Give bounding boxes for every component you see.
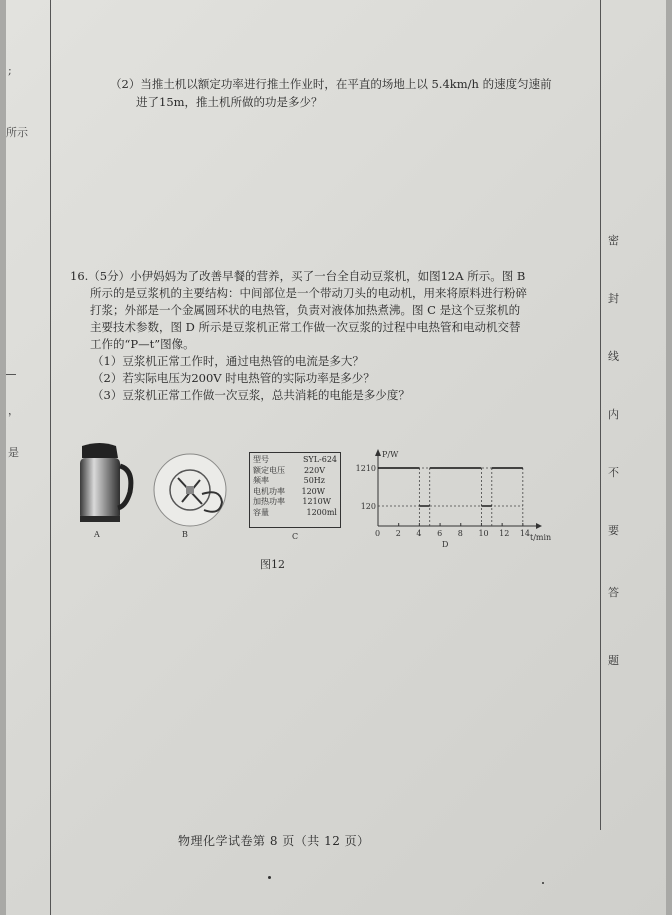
spec-row (253, 476, 337, 487)
q16-line: 所示的是豆浆机的主要结构：中间部位是一个带动刀头的电动机，用来将原料进行粉碎 (90, 286, 527, 300)
spec-value: 220V (303, 465, 325, 475)
left-border-line (50, 0, 51, 915)
q16-line: 工作的“P—t”图像。 (90, 337, 195, 351)
spec-row (253, 455, 337, 466)
x-tick-label: 2 (395, 529, 401, 538)
spec-key: 额定电压 (253, 465, 285, 475)
spec-row (253, 466, 337, 477)
paper-mark (542, 882, 544, 884)
chart-series (378, 468, 523, 506)
left-margin-strip (6, 0, 46, 915)
spec-key: 容量 (253, 507, 269, 517)
seal-char: 封 (608, 292, 619, 305)
spec-key: 型号 (253, 455, 269, 464)
x-tick-label: 8 (457, 529, 463, 538)
exam-sheet (6, 0, 666, 915)
figure-label-a: A (94, 530, 100, 539)
x-axis-label: t/min (530, 533, 552, 542)
x-tick-label: 4 (416, 529, 422, 538)
spec-row (253, 497, 337, 508)
y-tick-label: 120 (360, 502, 376, 511)
figure-caption: 图12 (260, 558, 285, 571)
seal-char: 不 (608, 466, 619, 479)
spec-value: 1210W (302, 497, 331, 506)
spec-value: 1200ml (306, 507, 337, 517)
q16-line: 打浆；外部是一个金属圆环状的电热管，负责对液体加热煮沸。图 C 是这个豆浆机的 (90, 303, 521, 317)
x-tick-label: 14 (519, 529, 531, 538)
x-tick-label: 12 (499, 529, 510, 538)
power-time-chart (348, 448, 552, 548)
y-axis-arrow (375, 449, 381, 456)
page-footer: 物理化学试卷第 8 页（共 12 页） (178, 834, 370, 848)
seal-border-line (600, 0, 601, 830)
x-tick-label: 0 (375, 529, 381, 538)
spec-key: 频率 (253, 476, 269, 485)
soymilk-maker-structure-photo (148, 450, 236, 530)
q15-part2-line2: 进了15m，推土机所做的功是多少？ (136, 95, 323, 109)
chart-ticks (356, 464, 530, 538)
spec-table (249, 452, 341, 528)
margin-tick (6, 374, 16, 375)
q16-subquestion: （1）豆浆机正常工作时，通过电热管的电流是多大？ (92, 354, 364, 368)
spec-value: 120W (301, 486, 325, 496)
seal-char: 答 (608, 586, 619, 599)
seal-char: 题 (608, 654, 619, 667)
margin-fragment: ， (8, 404, 19, 417)
spec-row (253, 508, 337, 519)
soymilk-maker-photo (68, 440, 138, 528)
x-axis-arrow (536, 523, 542, 529)
y-tick-label: 1210 (355, 464, 376, 473)
margin-fragment: 所示 (6, 126, 28, 139)
seal-char: 内 (608, 408, 619, 421)
spec-value: SYL-624 (302, 455, 337, 464)
figure-label-d: D (442, 540, 449, 549)
q16-stem (70, 268, 527, 404)
spec-key: 电机功率 (253, 486, 285, 496)
paper-mark (268, 876, 271, 879)
margin-fragment: ; (8, 64, 12, 77)
spec-value: 50Hz (303, 476, 325, 485)
x-tick-label: 10 (478, 529, 489, 538)
x-tick-label: 6 (437, 529, 443, 538)
q16-line: 主要技术参数，图 D 所示是豆浆机正常工作做一次豆浆的过程中电热管和电动机交替 (90, 320, 521, 334)
seal-char: 线 (608, 350, 619, 363)
seal-char: 密 (608, 234, 619, 247)
spec-key: 加热功率 (253, 497, 285, 506)
figure-label-c: C (292, 532, 299, 541)
q16-line: 16.（5分）小伊妈妈为了改善早餐的营养，买了一台全自动豆浆机，如图12A 所示。图 B (70, 269, 526, 283)
y-axis-label: P/W (382, 450, 399, 459)
q15-part2-line1: （2）当推土机以额定功率进行推土作业时，在平直的场地上以 5.4km/h 的速度匀速前 (110, 77, 552, 91)
q16-subquestion: （2）若实际电压为200V 时电热管的实际功率是多少？ (92, 371, 375, 385)
figure-label-b: B (182, 530, 188, 539)
chart-guides (378, 468, 523, 526)
margin-fragment: 是 (8, 446, 19, 459)
spec-row (253, 487, 337, 498)
q16-subquestion: （3）豆浆机正常工作做一次豆浆，总共消耗的电能是多少度？ (92, 388, 410, 402)
seal-char: 要 (608, 524, 619, 537)
seal-line-column (604, 0, 644, 915)
